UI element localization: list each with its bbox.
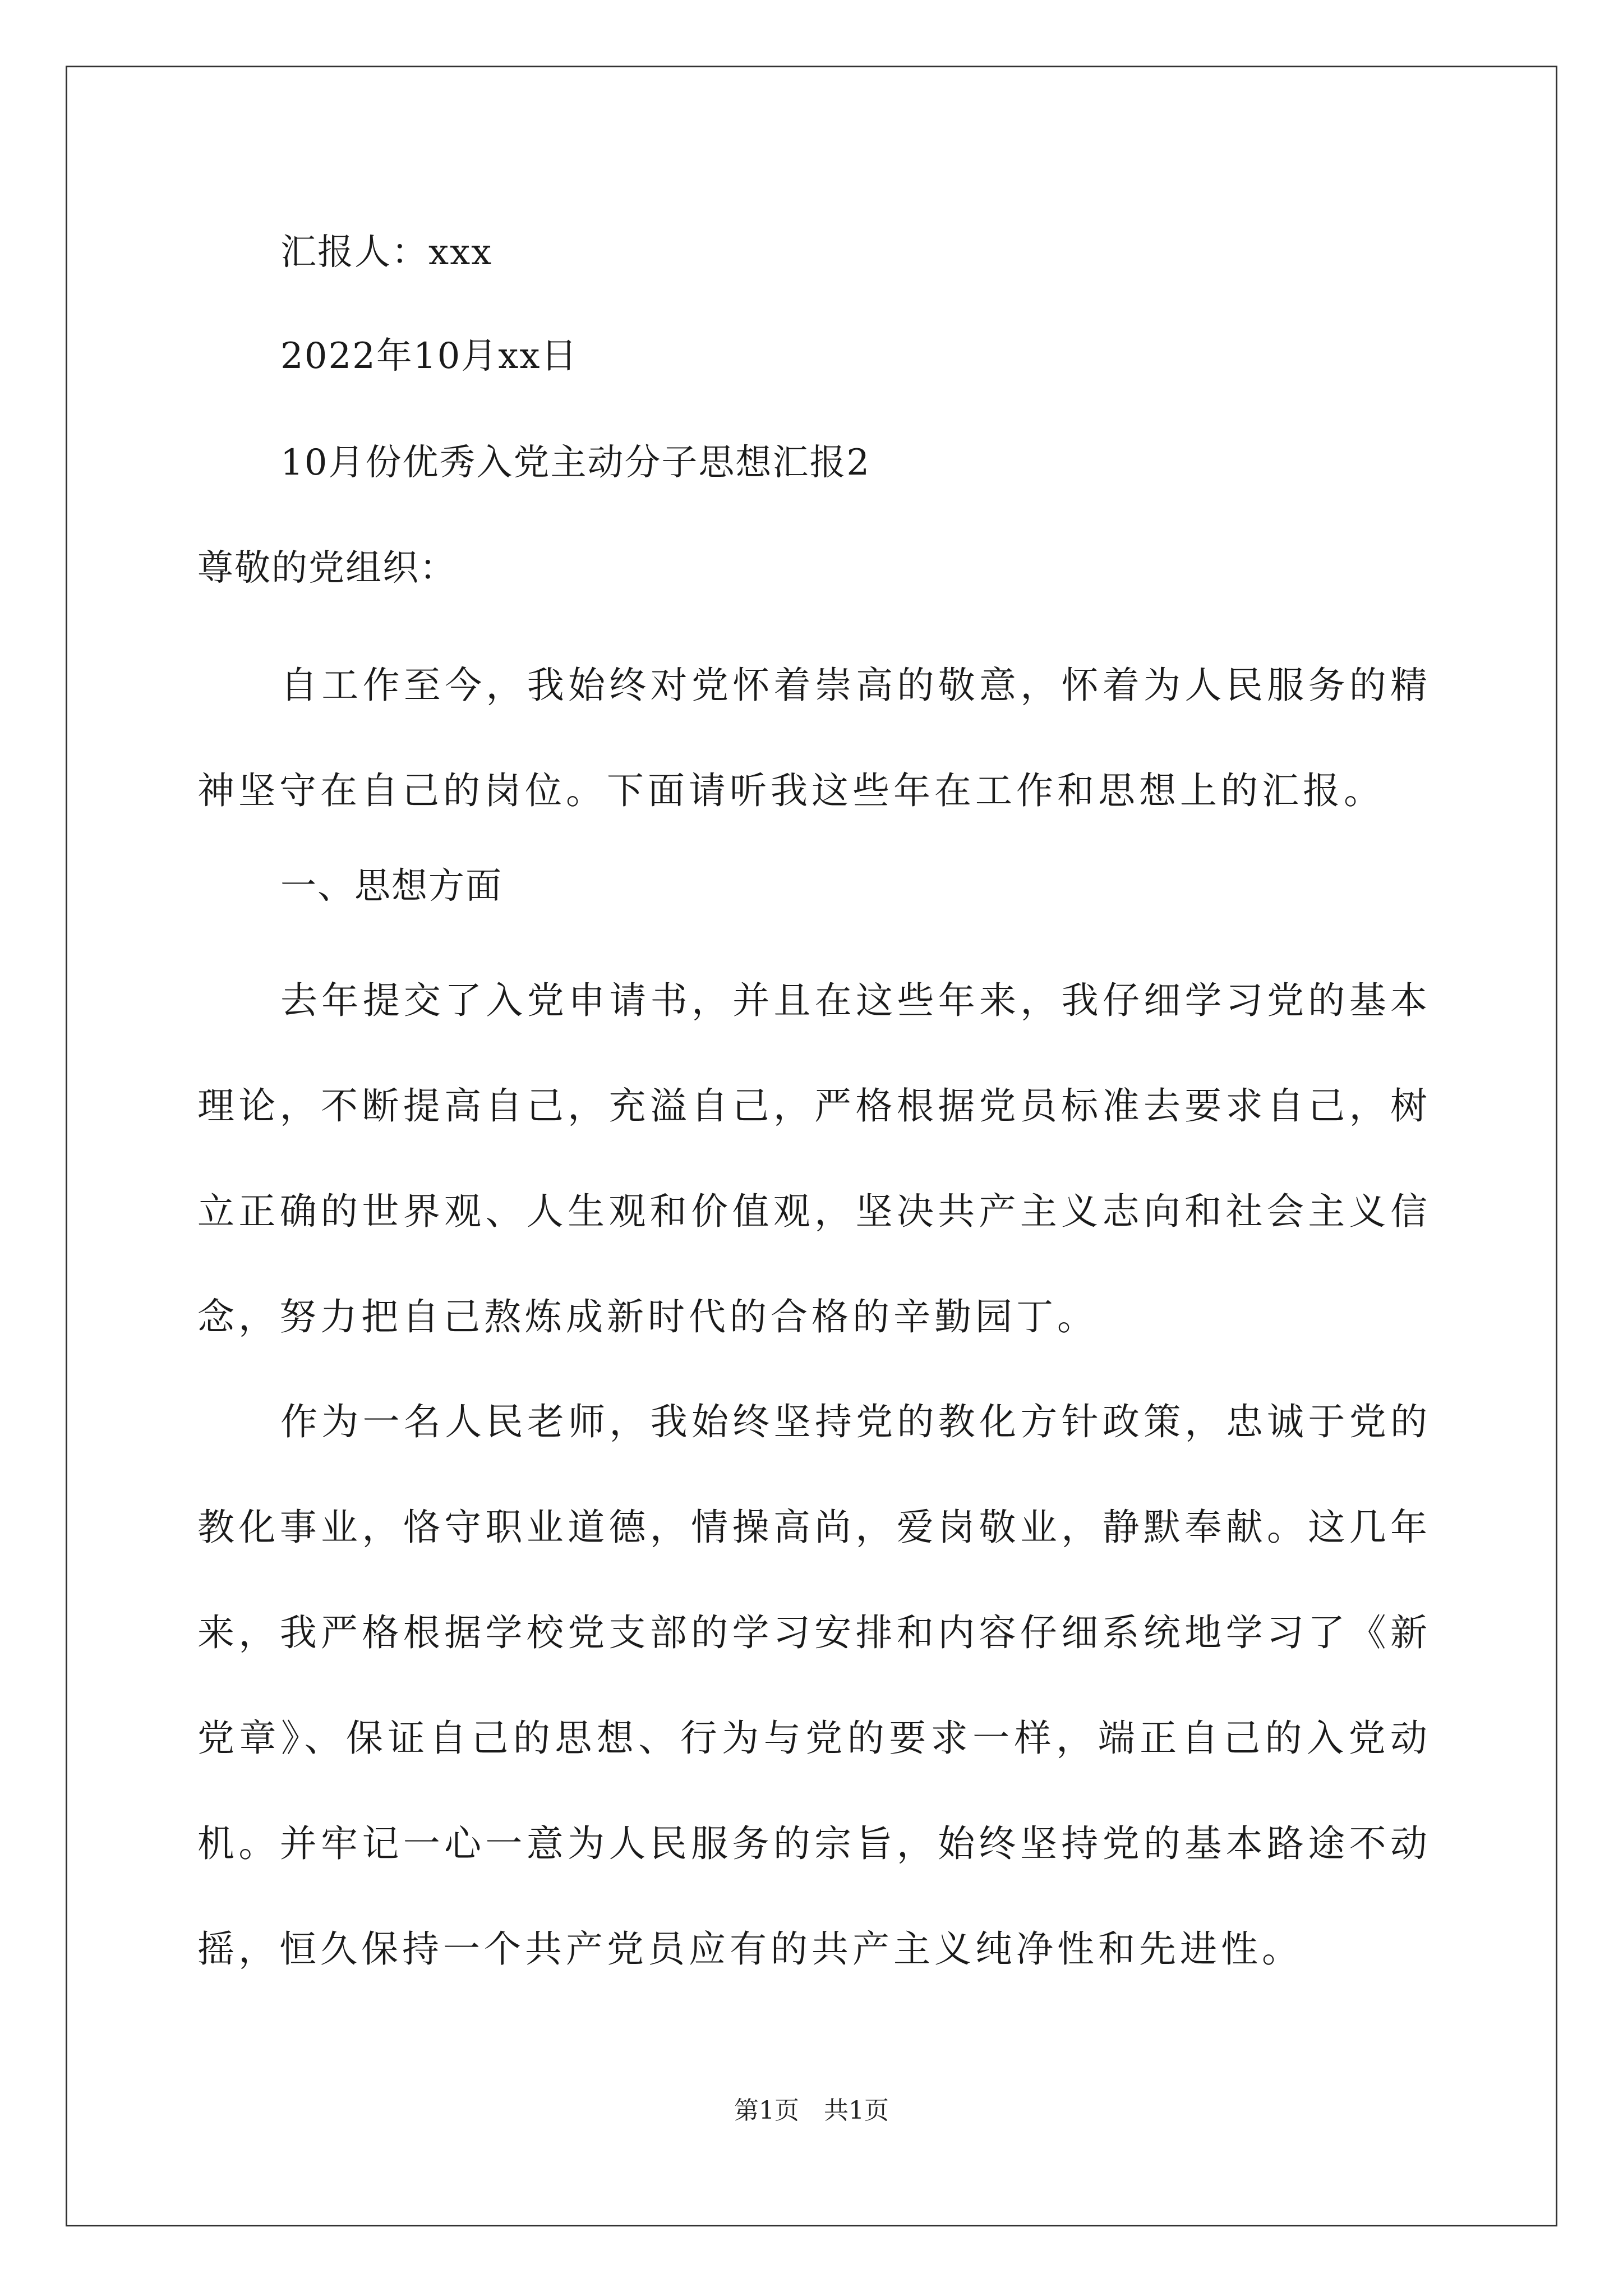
page-footer: 第1页 共1页 [734, 2096, 889, 2125]
paragraph-ideology: 去年提交了入党申请书，并且在这些年来，我仔细学习党的基本理论，不断提高自己，充溢自己，严格根据党员标准去要求自己，树立正确的世界观、人生观和价值观，坚决共产主义志向和社会主义信念，努力把自己熬炼成新时代的合格的辛勤园丁。 [197, 979, 1431, 1338]
paragraph-teacher: 作为一名人民老师，我始终坚持党的教化方针政策，忠诚于党的教化事业，恪守职业道德，情操高尚，爱岗敬业，静默奉献。这几年来，我严格根据学校党支部的学习安排和内容仔细系统地学习了《新党章》、保证自己的思想、行为与党的要求一样，端正自己的入党动机。并牢记一心一意为人民服务的宗旨，始终坚持党的基本路途不动摇，恒久保持一个共产党员应有的共产主义纯净性和先进性。 [197, 1400, 1431, 1971]
reporter-line: 汇报人：xxx [280, 232, 493, 273]
salutation: 尊敬的党组织： [197, 547, 457, 589]
report-heading: 10月份优秀入党主动分子思想汇报2 [280, 442, 871, 484]
paragraph-intro: 自工作至今，我始终对党怀着崇高的敬意，怀着为人民服务的精神坚守在自己的岗位。下面请听我这些年在工作和思想上的汇报。 [197, 664, 1431, 812]
report-date: 2022年10月xx日 [280, 335, 578, 377]
section-title: 一、思想方面 [280, 866, 502, 907]
